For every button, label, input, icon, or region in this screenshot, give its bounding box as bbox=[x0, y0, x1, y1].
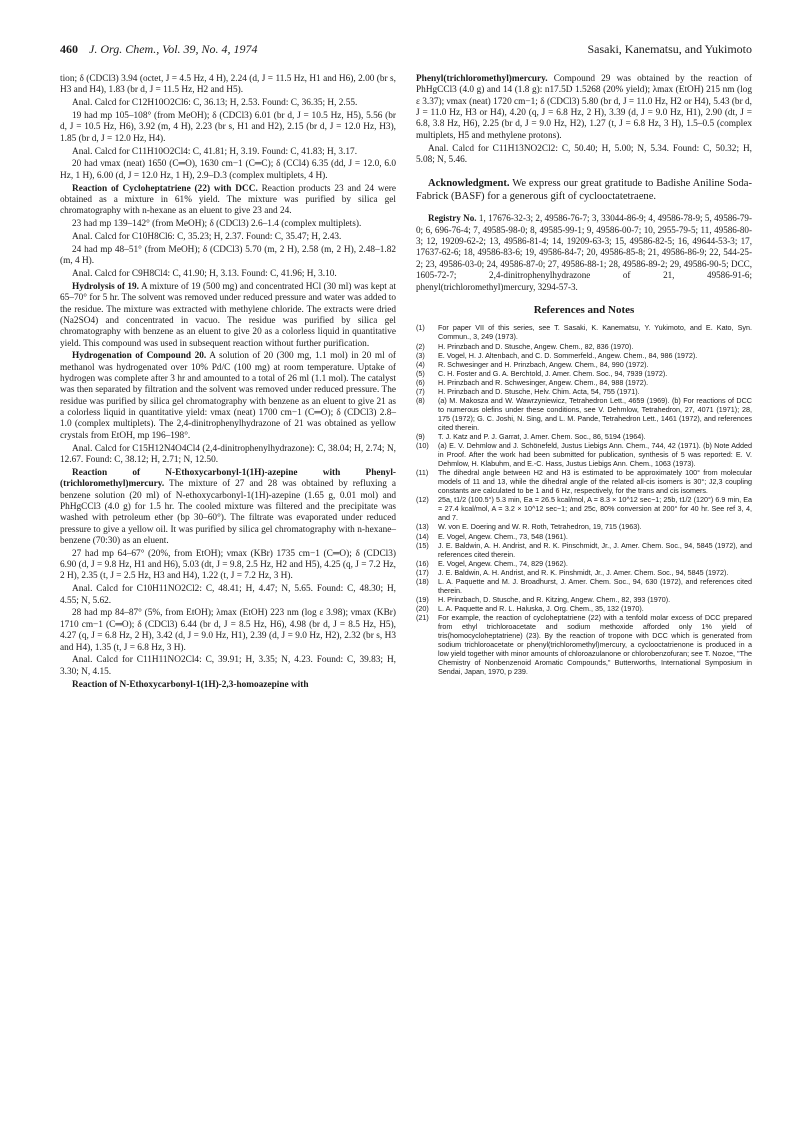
reference-number: (20) bbox=[416, 603, 429, 613]
section-heading: Reaction of N-Ethoxycarbonyl-1(1H)-azepine with Phenyl-(trichloromethyl)mercury. bbox=[60, 467, 396, 490]
left-paragraph bbox=[60, 444, 396, 467]
paragraph-text: Anal. Calcd for C10H8Cl6: C, 35.23; H, 2.37. Found: C, 35.47; H, 2.43. bbox=[72, 231, 342, 242]
left-column bbox=[60, 74, 396, 692]
left-paragraph bbox=[60, 282, 396, 350]
reference-text: C. H. Foster and G. A. Berchtold, J. Amer. Chem. Soc., 94, 7939 (1972). bbox=[438, 368, 668, 378]
reference-item bbox=[416, 595, 752, 604]
acknowledgment bbox=[416, 178, 752, 203]
left-paragraph bbox=[60, 680, 396, 691]
paragraph-text: A mixture of 19 (500 mg) and concentrated HCl (30 ml) was kept at 65–70° for 5 hr. The solvent was removed under reduced pressure and water was added to the residue. The mixture was extracted with methylene chloride. The extracts were dried (Na2SO4) and concentrated in vacuo. The residue was purified by silica gel chromatography with benzene as an eluent to give 20 as a colorless liquid in quantitative yield. This compound was used in subsequent reaction without further purification. bbox=[60, 281, 396, 349]
reference-text: (a) E. V. Dehmlow and J. Schönefeld, Justus Liebigs Ann. Chem., 744, 42 (1971). (b) Note Added in Proof. After the work had been submitted for publication, synthesis of 5 was reported: E. V. Dehmlow, H. Klabuhm, and E.-C. Hass, Justus Liebigs Ann. Chem., 1063 (1973). bbox=[438, 441, 752, 469]
page-number: 460 bbox=[60, 42, 78, 56]
left-paragraph bbox=[60, 655, 396, 678]
reference-text: H. Prinzbach and D. Stusche, Angew. Chem., 82, 836 (1970). bbox=[438, 341, 634, 351]
acknowledgment-text: We express our great gratitude to Badishe Aniline Soda-Fabrick (BASF) for a generous gift of cyclooctatetraene. bbox=[416, 178, 752, 202]
reference-text: For example, the reaction of cycloheptatriene (22) with a tenfold molar excess of DCC prepared from ethyl trichloroacetate and sodium methoxide afforded only 1% yield of tris(homocycloheptatriene) (23). By the reaction of tropone with DCC which is generated from sodium trichloroacetate or phenyl(trichloromethyl)mercury, a cyclooctatrienone is produced in a low yield together with minor amounts of chloroazulanone or chlorobenzofuran; see T. Nozoe, "The Chemistry of Nonbenzenoid Aromatic Compounds," Butterworths, International Symposium in Sendai, Japan, 1970, p 239. bbox=[438, 612, 752, 677]
reference-item bbox=[416, 613, 752, 676]
left-paragraph bbox=[60, 219, 396, 230]
reference-item bbox=[416, 432, 752, 441]
reference-item bbox=[416, 378, 752, 387]
paragraph-text: 24 had mp 48–51° (from MeOH); δ (CDCl3) 5.70 (m, 2 H), 2.58 (m, 2 H), 2.48–1.82 (m, 4 H). bbox=[60, 244, 396, 267]
reference-text: The dihedral angle between H2 and H3 is estimated to be approximately 100° from molecular models of 11 and 13, while the dihedral angle of the related all-cis isomers is 30°; J2,3 coupling constants are calculated to be 1 and 6 Hz, respectively, for the trans and cis isomers. bbox=[438, 468, 752, 496]
references-heading: References and Notes bbox=[533, 304, 635, 317]
left-paragraph bbox=[60, 111, 396, 145]
reference-item bbox=[416, 369, 752, 378]
paragraph-text: Anal. Calcd for C10H11NO2Cl2: C, 48.41; H, 4.47; N, 5.65. Found: C, 48.30; H, 4.55; N, 5.62. bbox=[60, 584, 396, 606]
left-paragraph bbox=[60, 184, 396, 218]
author-running-head: Sasaki, Kanematsu, and Yukimoto bbox=[587, 42, 752, 56]
reference-item bbox=[416, 568, 752, 577]
reference-number: (16) bbox=[416, 558, 429, 568]
reference-text: J. E. Baldwin, A. H. Andrist, and R. K. Pinschmidt, Jr., J. Amer. Chem. Soc., 94, 5845 (1972), and references cited therein. bbox=[438, 540, 752, 559]
right-column-paragraphs bbox=[416, 74, 752, 166]
references-list bbox=[416, 323, 752, 676]
reference-text: 25a, t1/2 (100.5°) 5.3 min, Ea = 26.5 kcal/mol, A = 8.3 × 10^12 sec−1; 25b, t1/2 (120°) 6.9 min, Ea = 27.4 kcal/mol, A = 3.2 × 10^12 sec−1; and 25c, 80% conversion at 200° for 40 hr. See ref 3, 4, and 7. bbox=[438, 495, 752, 523]
paragraph-text: 20 had νmax (neat) 1650 (C═O), 1630 cm−1 (C═C); δ (CCl4) 6.35 (dd, J = 12.0, 6.0 Hz, 1 H), 6.00 (d, J = 12.0 Hz, 1 H), 2.9–D.3 (complex multiplets, 4 H). bbox=[60, 159, 396, 181]
left-paragraph bbox=[60, 98, 396, 109]
left-paragraph bbox=[60, 232, 396, 243]
left-paragraph bbox=[60, 269, 396, 280]
paragraph-text: 23 had mp 139–142° (from MeOH); δ (CDCl3) 2.6–1.4 (complex multiplets). bbox=[72, 219, 362, 230]
reference-text: E. Vogel, H. J. Altenbach, and C. D. Sommerfeld., Angew. Chem., 84, 986 (1972). bbox=[438, 350, 698, 360]
page-header bbox=[60, 42, 752, 60]
reference-number: (13) bbox=[416, 522, 429, 532]
paragraph-text: 19 had mp 105–108° (from MeOH); δ (CDCl3) 6.01 (br d, J = 10.5 Hz, H5), 5.56 (br d, J = 10.5 Hz, H6), 3.92 (m, 4 H), 2.23 (br s, H1 and H2), 2.15 (br d, J = 12.0 Hz, H3), 1.85 (br d, J = 12.0 Hz, H4). bbox=[60, 111, 396, 144]
reference-number: (21) bbox=[416, 612, 429, 622]
reference-text: L. A. Paquette and R. L. Haluska, J. Org. Chem., 35, 132 (1970). bbox=[438, 603, 644, 613]
section-heading: Phenyl(trichloromethyl)mercury. bbox=[416, 74, 548, 84]
reference-item bbox=[416, 532, 752, 541]
reference-text: H. Prinzbach and R. Schwesinger, Angew. Chem., 84, 988 (1972). bbox=[438, 377, 649, 387]
reference-text: R. Schwesinger and H. Prinzbach, Angew. Chem., 84, 990 (1972). bbox=[438, 359, 649, 369]
left-paragraph bbox=[60, 351, 396, 442]
reference-text: For paper VII of this series, see T. Sasaki, K. Kanematsu, Y. Yukimoto, and E. Kato, Syn. Commun., 3, 249 (1973). bbox=[438, 323, 752, 342]
reference-number: (4) bbox=[416, 359, 425, 369]
header-left bbox=[60, 42, 258, 57]
left-paragraph bbox=[60, 147, 396, 158]
reference-text: W. von E. Doering and W. R. Roth, Tetrahedron, 19, 715 (1963). bbox=[438, 522, 642, 532]
reference-number: (2) bbox=[416, 341, 425, 351]
left-paragraph bbox=[60, 584, 396, 607]
paragraph-text: Anal. Calcd for C12H10O2Cl6: C, 36.13; H, 2.53. Found: C, 36.35; H, 2.55. bbox=[72, 98, 358, 109]
reference-item bbox=[416, 604, 752, 613]
journal-citation: J. Org. Chem., Vol. 39, No. 4, 1974 bbox=[89, 42, 258, 56]
left-paragraph bbox=[60, 159, 396, 182]
left-paragraph bbox=[60, 245, 396, 268]
paragraph-text: The mixture of 27 and 28 was obtained by refluxing a benzene solution (20 ml) of N-ethoxycarbonyl-1(1H)-azepine (1.65 g, 0.01 mol) and PhHgCCl3 (4.0 g) for 1.5 hr. The cooled mixture was filtered and the precipitate was washed with petroleum ether (bp 30–60°). The filtrate was evaporated under reduced pressure to give a yellow oil. It was purified by silica gel chromatography with n-hexane–benzene (70:30) as an eluent. bbox=[60, 479, 396, 546]
paragraph-text: Anal. Calcd for C9H8Cl4: C, 41.90; H, 3.13. Found: C, 41.96; H, 3.10. bbox=[72, 269, 337, 279]
reference-text: (a) M. Makosza and W. Wawrzyniewicz, Tetrahedron Lett., 4659 (1969). (b) For reactions of DCC to numerous olefins under these conditions, see V. Dehmlow, Tetrahedron, 27, 4071 (1971); 28, 175 (1972); G. C. Joshi, N. Sing, and L. M. Pande, Tetrahedron Lett., 1461 (1972), and references cited therein. bbox=[438, 395, 752, 432]
section-heading: Hydrogenation of Compound 20. bbox=[72, 351, 207, 362]
reference-item bbox=[416, 559, 752, 568]
reference-item bbox=[416, 468, 752, 495]
reference-number: (11) bbox=[416, 468, 429, 478]
reference-text: E. Vogel, Angew. Chem., 73, 548 (1961). bbox=[438, 531, 568, 541]
section-heading: Reaction of N-Ethoxycarbonyl-1(1H)-2,3-homoazepine with bbox=[72, 679, 309, 690]
reference-text: L. A. Paquette and M. J. Broadhurst, J. Amer. Chem. Soc., 94, 630 (1972), and references cited therein. bbox=[438, 576, 752, 595]
paragraph-text: 27 had mp 64–67° (20%, from EtOH); νmax (KBr) 1735 cm−1 (C═O); δ (CDCl3) 6.90 (d, J = 9.8 Hz, H1 and H6), 5.03 (dt, J = 9.8, 2.5 Hz, H2 and H5), 4.25 (q, J = 7.2 Hz, 2 H), 2.35 (t, J = 2.5 Hz, H3 and H4), 1.22 (t, J = 7.2 Hz, 3 H). bbox=[60, 548, 396, 582]
reference-number: (3) bbox=[416, 350, 425, 360]
reference-text: H. Prinzbach and D. Stusche, Helv. Chim. Acta, 54, 755 (1971). bbox=[438, 386, 640, 396]
paragraph-text: tion; δ (CDCl3) 3.94 (octet, J = 4.5 Hz, 4 H), 2.24 (d, J = 11.5 Hz, H1 and H6), 2.00 (br s, H3 and H4), 1.83 (br d, J = 11.5 Hz, H2 and H5). bbox=[60, 74, 396, 96]
paragraph-text: Reaction products 23 and 24 were obtained as a mixture in 61% yield. The mixture was purified by silica gel chromatography with n-hexane as an eluent to give 23 and 24. bbox=[60, 183, 396, 217]
reference-text: J. E. Baldwin, A. H. Andrist, and R. K. Pinshmidt, Jr., J. Amer. Chem. Soc., 94, 5845 (1972). bbox=[438, 567, 729, 577]
section-heading: Hydrolysis of 19. bbox=[72, 281, 139, 292]
paragraph-text: Compound 29 was obtained by the reaction of PhHgCCl3 (4.0 g) and 14 (1.8 g): n17.5D 1.5268 (20% yield); λmax (EtOH) 215 nm (log ε 3.37); νmax (neat) 1720 cm−1; δ (CDCl3) 5.80 (br d, J = 11.0 Hz, H2 or H4), 5.43 (br d, J = 11.0 Hz, H3 or H4), 4.20 (q, J = 6.8 Hz, 2 H), 3.39 (d, J = 9.0 Hz, H1), 2.90 (dt, J = 6.8, 3.8 Hz, H6), 2.25 (br d, J = 9.0 Hz, H2), 1.27 (t, J = 6.8 Hz, 3 H), 1.5–0.5 (complex multiplets, H5 and methylene protons). bbox=[416, 74, 752, 141]
reference-number: (12) bbox=[416, 495, 429, 505]
paragraph-text: Anal. Calcd for C15H12N4O4Cl4 (2,4-dinitrophenylhydrazone): C, 38.04; H, 2.74; N, 12.67. Found: C, 38.12; H, 2.71; N, 12.50. bbox=[60, 443, 396, 465]
reference-item bbox=[416, 360, 752, 369]
reference-item bbox=[416, 541, 752, 559]
reference-item bbox=[416, 387, 752, 396]
paragraph-text: Anal. Calcd for C11H11NO2Cl4: C, 39.91; H, 3.35; N, 4.23. Found: C, 39.83; H, 3.30; N, 4.15. bbox=[60, 655, 396, 677]
reference-item bbox=[416, 522, 752, 531]
reference-text: E. Vogel, Angew. Chem., 74, 829 (1962). bbox=[438, 558, 568, 568]
reference-item bbox=[416, 441, 752, 468]
acknowledgment-heading: Acknowledgment. bbox=[428, 178, 510, 190]
reference-number: (10) bbox=[416, 441, 429, 451]
reference-number: (8) bbox=[416, 395, 425, 405]
paragraph-text: Anal. Calcd for C11H13NO2Cl2: C, 50.40; H, 5.00; N, 5.34. Found: C, 50.32; H, 5.08; N, 5.46. bbox=[416, 143, 752, 165]
reference-number: (5) bbox=[416, 368, 425, 378]
reference-number: (1) bbox=[416, 323, 425, 333]
reference-number: (17) bbox=[416, 567, 429, 577]
reference-number: (7) bbox=[416, 386, 425, 396]
right-paragraph bbox=[416, 74, 752, 142]
paragraph-text: A solution of 20 (300 mg, 1.1 mol) in 20 ml of methanol was hydrogenated over 10% Pd/C (100 mg) at room temperature. Uptake of hydrogen was complete after 3 hr and amounted to a total of 26 ml (1.1 mol). The catalyst was then separated by filtration and the solvent was removed under reduced pressure. The residue was purified by silica gel chromatography with benzene as an eluent to give 21 as a colorless liquid in quantitative yield: νmax (neat) 1700 cm−1 (C═O); δ (CDCl3) 2.8–1.0 (complex multiplets). The 2,4-dinitrophenylhydrazone of 21 was obtained as yellow crystals from EtOH, mp 196–198°. bbox=[60, 351, 396, 441]
registry-text: 1, 17676-32-3; 2, 49586-76-7; 3, 33044-86-9; 4, 49586-78-9; 5, 49586-79-0; 6, 696-76-4; 7, 49585-98-0; 8, 49585-99-1; 9, 49586-00-7; 10, 2955-79-5; 11, 49586-80-3; 12, 19209-62-2; 13, 49586-81-4; 14, 19209-63-3; 15, 49586-82-5; 16, 49644-53-3; 17, 17637-62-6; 18, 49586-83-6; 19, 49586-84-7; 20, 49586-85-8; 21, 49586-86-9; 22, 544-25-2; 23, 49586-03-0; 24, 49586-87-0; 27, 49586-88-1; 28, 49586-89-2; 29, 49586-90-5; DCC, 1605-72-7; 2,4-dinitrophenylhydrazone of 21, 49586-91-6; phenyl(trichloromethyl)mercury, 3294-57-3. bbox=[416, 213, 752, 292]
reference-number: (19) bbox=[416, 594, 429, 604]
registry-heading: Registry No. bbox=[428, 213, 477, 224]
reference-number: (18) bbox=[416, 576, 429, 586]
left-paragraph bbox=[60, 74, 396, 97]
reference-item bbox=[416, 396, 752, 432]
reference-number: (14) bbox=[416, 531, 429, 541]
paragraph-text: Anal. Calcd for C11H10O2Cl4: C, 41.81; H, 3.19. Found: C, 41.83; H, 3.17. bbox=[72, 146, 358, 157]
reference-number: (6) bbox=[416, 377, 425, 387]
right-paragraph bbox=[416, 144, 752, 167]
reference-number: (15) bbox=[416, 540, 429, 550]
reference-item bbox=[416, 577, 752, 595]
reference-item bbox=[416, 323, 752, 341]
left-paragraph bbox=[60, 468, 396, 547]
paragraph-text: 28 had mp 84–87° (5%, from EtOH); λmax (EtOH) 223 nm (log ε 3.98); νmax (KBr) 1710 cm−1 (C═O); δ (CDCl3) 6.44 (br d, J = 8.5 Hz, H6), 4.98 (br d, J = 8.5 Hz, H5), 4.27 (q, J = 6.8 Hz, 2 H), 3.42 (d, J = 9.0 Hz, H1), 2.39 (d, J = 9.0 Hz, H2), 2.32 (br s, H3 and H4), 1.35 (t, J = 6.8 Hz, 3 H). bbox=[60, 608, 396, 653]
reference-text: H. Prinzbach, D. Stusche, and R. Kitzing, Angew. Chem., 82, 393 (1970). bbox=[438, 594, 671, 604]
reference-item bbox=[416, 351, 752, 360]
section-heading: Reaction of Cycloheptatriene (22) with DCC. bbox=[72, 183, 258, 194]
reference-number: (9) bbox=[416, 432, 425, 441]
registry-numbers bbox=[416, 213, 752, 293]
reference-item bbox=[416, 342, 752, 351]
left-paragraph bbox=[60, 608, 396, 653]
right-column bbox=[416, 74, 752, 676]
reference-text: T. J. Katz and P. J. Garrat, J. Amer. Chem. Soc., 86, 5194 (1964). bbox=[438, 432, 646, 441]
left-paragraph bbox=[60, 549, 396, 583]
reference-item bbox=[416, 495, 752, 522]
